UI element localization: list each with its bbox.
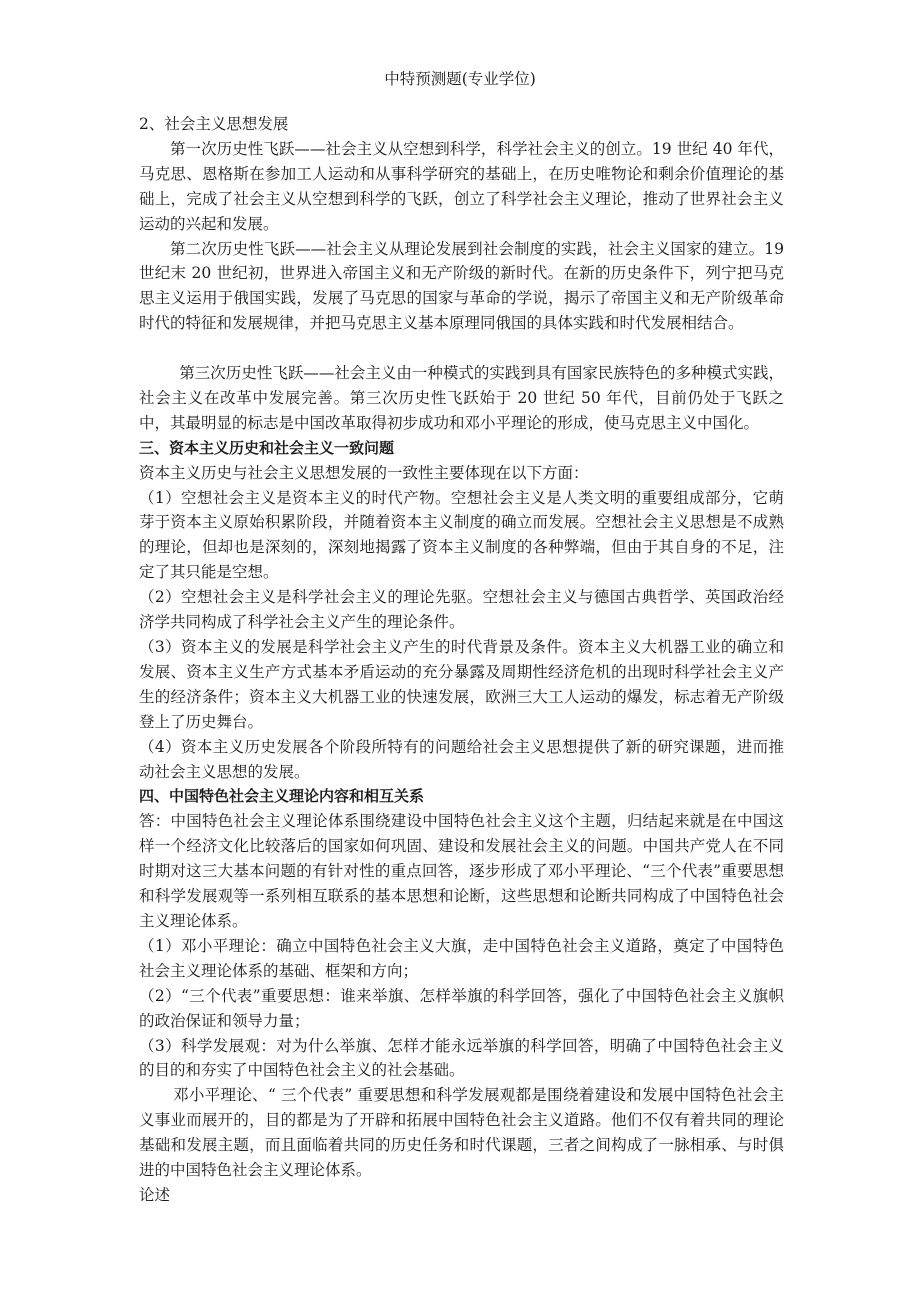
section-2-title: 2、社会主义思想发展	[139, 115, 289, 133]
section-3-intro: 资本主义历史与社会主义思想发展的一致性主要体现在以下方面：	[139, 463, 589, 482]
section-4-heading: 四、中国特色社会主义理论内容和相互关系	[139, 787, 425, 806]
section-3-item-3: （3）资本主义的发展是科学社会主义产生的时代背景及条件。资本主义大机器工业的确立和发展、资本主义生产方式基本矛盾运动的充分暴露及周期性经济危机的出现时科学社会主义产生的经济条件；资本主义大机器工业的快速发展，欧洲三大工人运动的爆发，标志着无产阶级登上了历史舞台。	[139, 638, 784, 731]
section-4-answer: 答：中国特色社会主义理论体系围绕建设中国特色社会主义这个主题，归结起来就是在中国这样一个经济文化比较落后的国家如何巩固、建设和发展社会主义的问题。中国共产党人在不同时期对这三大基本问题的有针对性的重点回答，逐步形成了邓小平理论、“三个代表”重要思想和科学发展观等一系列相互联系的基本思想和论断，这些思想和论断共同构成了中国特色社会主义理论体系。	[139, 812, 784, 930]
section-4-item-3: （3）科学发展观：对为什么举旗、怎样才能永远举旗的科学回答，明确了中国特色社会主义的目的和夯实了中国特色社会主义的社会基础。	[139, 1036, 784, 1080]
section-4-summary: 邓小平理论、“ 三个代表” 重要思想和科学发展观都是围绕着建设和发展中国特色社会主义事业而展开的，目的都是为了开辟和拓展中国特色社会主义道路。他们不仅有着共同的理论基础和发展主题，而且面临着共同的历史任务和时代课题，三者之间构成了一脉相承、与时俱进的中国特色社会主义理论体系。	[139, 1086, 784, 1180]
paragraph-first-leap: 第一次历史性飞跃——社会主义从空想到科学，科学社会主义的创立。19 世纪 40 年代，马克思、恩格斯在参加工人运动和从事科学研究的基础上，在历史唯物论和剩余价值理论的基础上，完成了社会主义从空想到科学的飞跃，创立了科学社会主义理论，推动了世界社会主义运动的兴起和发展。	[139, 139, 784, 233]
section-4-item-1: （1）邓小平理论：确立中国特色社会主义大旗，走中国特色社会主义道路，奠定了中国特色社会主义理论体系的基础、框架和方向；	[139, 936, 784, 980]
section-3-item-1: （1）空想社会主义是资本主义的时代产物。空想社会主义是人类文明的重要组成部分，它萌芽于资本主义原始积累阶段，并随着资本主义制度的确立而发展。空想社会主义思想是不成熟的理论，但却也是深刻的，深刻地揭露了资本主义制度的各种弊端，但由于其自身的不足，注定了其只能是空想。	[139, 488, 784, 582]
section-3-heading: 三、资本主义历史和社会主义一致问题	[139, 438, 395, 457]
section-3-item-2: （2）空想社会主义是科学社会主义的理论先驱。空想社会主义与德国古典哲学、英国政治经济学共同构成了科学社会主义产生的理论条件。	[139, 588, 784, 632]
section-4-item-2: （2）“三个代表”重要思想：谁来举旗、怎样举旗的科学回答，强化了中国特色社会主义旗帜的政治保证和领导力量；	[139, 986, 784, 1030]
blank-line	[139, 336, 784, 361]
paragraph-third-leap: 第三次历史性飞跃——社会主义由一种模式的实践到具有国家民族特色的多种模式实践，社会主义在改革中发展完善。第三次历史性飞跃始于 20 世纪 50 年代，目前仍处于飞跃之中，其最明显的标志是中国改革取得初步成功和邓小平理论的形成，使马克思主义中国化。	[139, 364, 784, 432]
paragraph-second-leap: 第二次历史性飞跃——社会主义从理论发展到社会制度的实践，社会主义国家的建立。19 世纪末 20 世纪初，世界进入帝国主义和无产阶级的新时代。在新的历史条件下，列宁把马克思主义运用于俄国实践，发展了马克思的国家与革命的学说，揭示了帝国主义和无产阶级革命时代的特征和发展规律，并把马克思主义基本原理同俄国的具体实践和时代发展相结合。	[139, 239, 784, 333]
page-header: 中特预测题(专业学位)	[384, 70, 536, 88]
document-body	[139, 112, 784, 1208]
section-3-item-4: （4）资本主义历史发展各个阶段所特有的问题给社会主义思想提供了新的研究课题，进而推动社会主义思想的发展。	[139, 737, 784, 781]
discussion-label: 论述	[139, 1185, 171, 1204]
